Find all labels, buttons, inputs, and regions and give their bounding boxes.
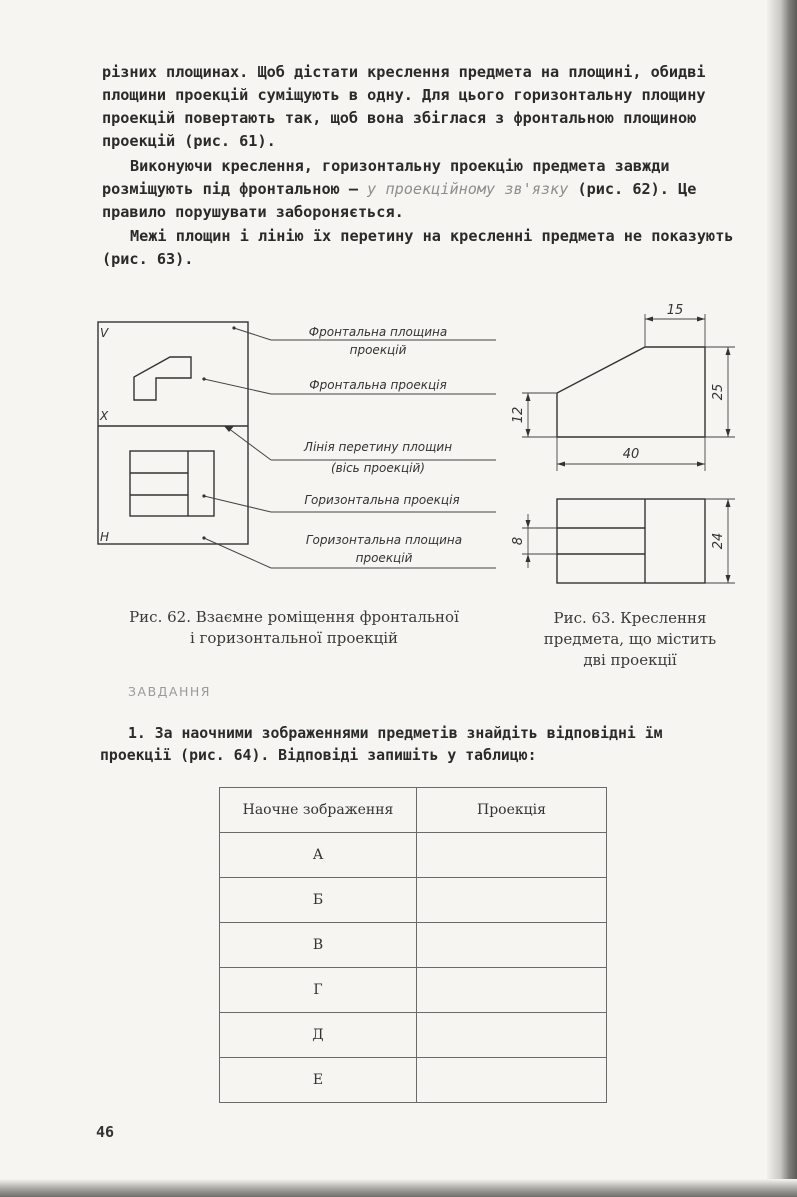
header-visual-image: Наочне зображення [220, 788, 417, 833]
label-frontal-projection: Фронтальна проекція [309, 378, 447, 392]
dimension-40: 40 [622, 447, 640, 462]
answer-table [219, 787, 607, 1103]
row-label-cell: Е [220, 1058, 417, 1103]
figure-62-caption-line-2: і горизонтальної проекцій [189, 629, 399, 647]
label-horizontal-projection: Горизонтальна проекція [304, 493, 460, 507]
figure-63-caption [516, 608, 744, 671]
bottom-edge-shadow [0, 1179, 797, 1197]
figure-62-diagram [96, 320, 496, 590]
paragraph-2-end: (рис. 62). Це правило порушувати забороняється. [102, 180, 697, 221]
label-frontal-plane-2: проекцій [349, 343, 407, 357]
projection-planes-frame [98, 322, 248, 544]
front-view-shape [557, 347, 705, 437]
paragraph-3-text: Межі площин і лінію їх перетину на кресленні предмета не показують (рис. 63). [102, 227, 734, 268]
table-row [220, 1058, 607, 1103]
header-projection: Проекція [417, 788, 607, 833]
dimension-8: 8 [511, 536, 526, 546]
label-intersection-1: Лінія перетину площин [303, 440, 453, 454]
figure-63-caption-line-3: дві проекції [583, 651, 677, 669]
table-header-row [220, 788, 607, 833]
table-row [220, 923, 607, 968]
section-heading: ЗАВДАННЯ [128, 684, 211, 699]
row-label-cell: Б [220, 878, 417, 923]
paragraph-2 [102, 155, 742, 224]
label-horizontal-plane-2: проекцій [355, 551, 413, 565]
answer-cell[interactable] [417, 923, 607, 968]
answer-cell[interactable] [417, 1013, 607, 1058]
axis-x-label: X [100, 409, 109, 423]
figure-62-caption-line-1: Рис. 62. Взаємне роміщення фронтальної [129, 608, 459, 626]
paragraph-2-start: Виконуючи креслення, горизонтальну проекцію предмета завжди розміщують під фронтальною — [102, 157, 670, 198]
dimension-12: 12 [511, 406, 526, 424]
dimension-25: 25 [711, 383, 726, 401]
table-row [220, 878, 607, 923]
task-1-text: 1. За наочними зображеннями предметів знайдіть відповідні їм проекції (рис. 64). Відповіді запишіть у таблицю: [100, 725, 663, 764]
figure-62-caption [96, 607, 492, 649]
row-label-cell: В [220, 923, 417, 968]
figure-63-caption-line-1: Рис. 63. Креслення [553, 609, 707, 627]
table-row [220, 1013, 607, 1058]
answer-cell[interactable] [417, 968, 607, 1013]
plane-v-label: V [100, 326, 109, 340]
table-row [220, 833, 607, 878]
frontal-projection-shape [134, 357, 191, 400]
paragraph-3 [102, 225, 742, 271]
row-label-cell: Д [220, 1013, 417, 1058]
task-1 [100, 723, 740, 767]
page-edge-shadow [767, 0, 797, 1197]
figure-63-drawing [500, 296, 750, 596]
leader-dots [202, 326, 235, 539]
label-horizontal-plane-1: Горизонтальна площина [305, 533, 463, 547]
plane-h-label: H [100, 530, 110, 544]
paragraph-1-text: різних площинах. Щоб дістати креслення предмета на площині, обидві площини проекцій суміщують в одну. Для цього горизонтальну площину проекцій повертають так, щоб вона збіглася з фронтальною площиною проекцій (рис. 61). [102, 63, 706, 150]
row-label-cell: Г [220, 968, 417, 1013]
figure-63-caption-line-2: предмета, що містить [543, 630, 717, 648]
paragraph-2-text [102, 155, 742, 224]
label-intersection-2: (вісь проекцій) [331, 461, 425, 475]
term-projection-link: у проекційному зв'язку [367, 180, 569, 198]
page-number: 46 [96, 1123, 115, 1141]
answer-cell[interactable] [417, 878, 607, 923]
horizontal-projection-shape [130, 451, 214, 516]
paragraph-1 [102, 61, 742, 153]
label-frontal-plane-1: Фронтальна площина [308, 325, 448, 339]
row-label-cell: А [220, 833, 417, 878]
dimension-24: 24 [711, 532, 726, 550]
answer-cell[interactable] [417, 1058, 607, 1103]
table-row [220, 968, 607, 1013]
top-view-shape [557, 499, 705, 583]
dimension-15: 15 [666, 303, 684, 318]
answer-cell[interactable] [417, 833, 607, 878]
